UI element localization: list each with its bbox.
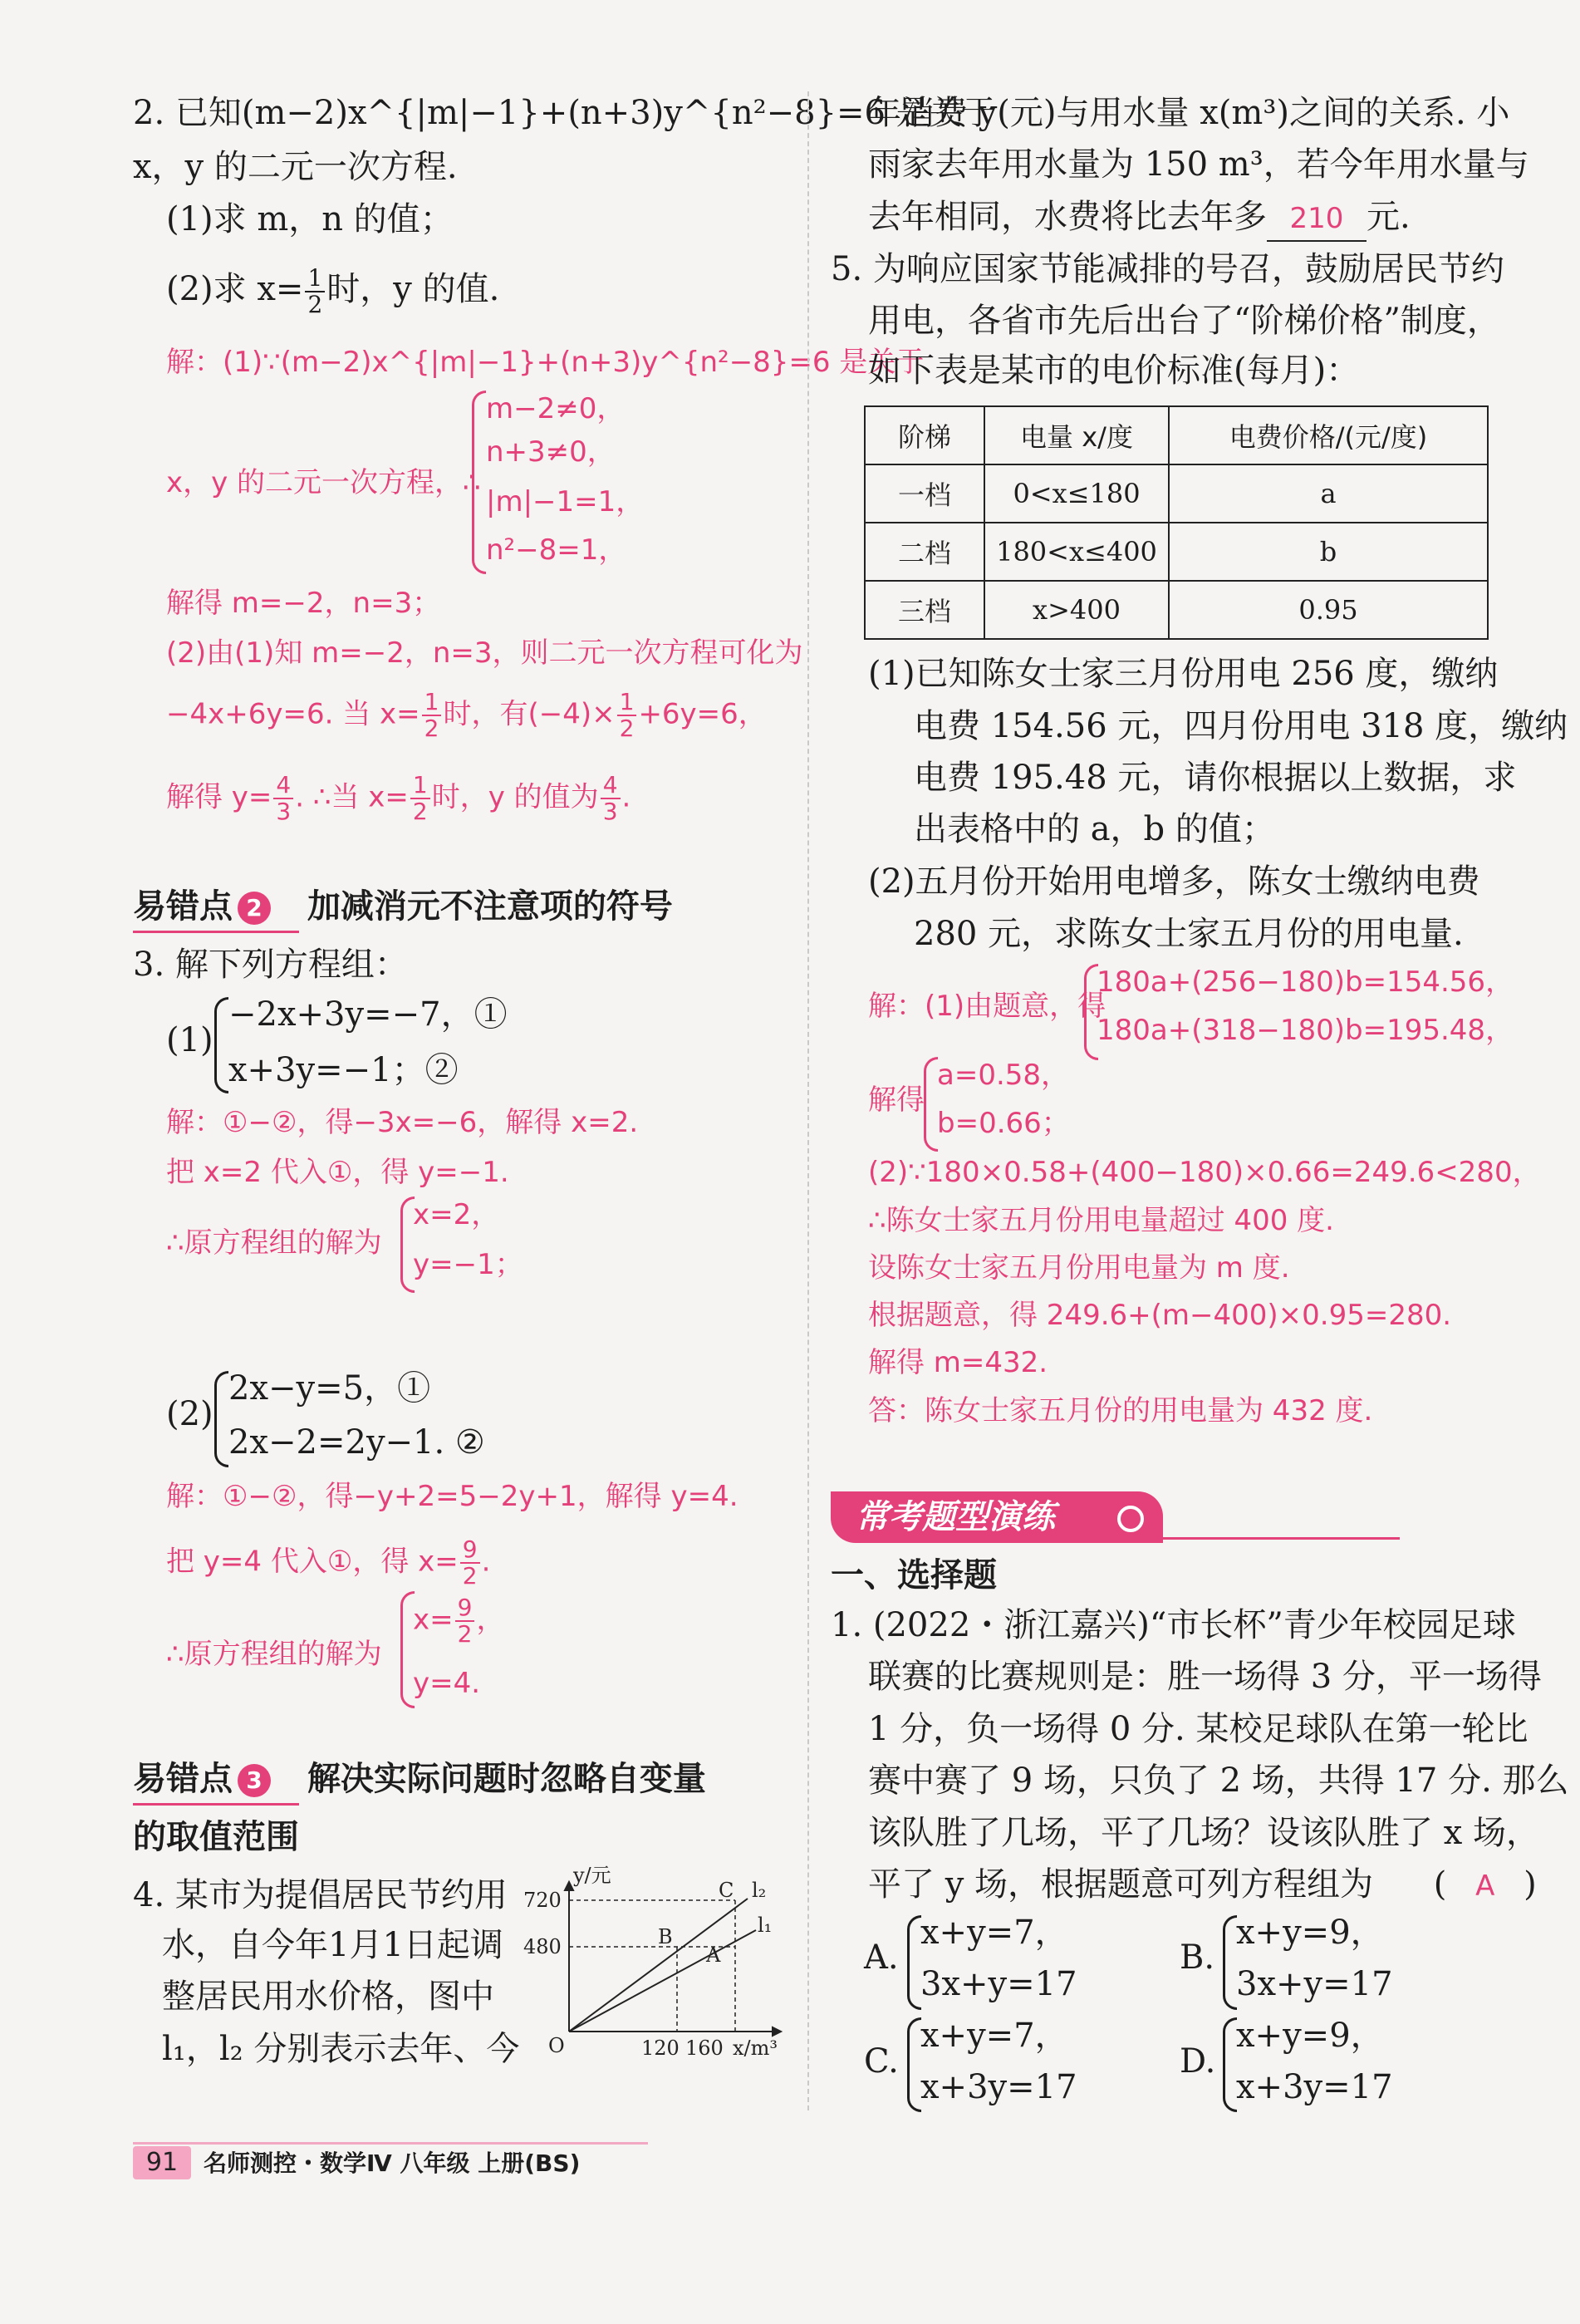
option-c-label: C. xyxy=(864,2042,899,2081)
q3b-ans1: x= $\frac{9}{2}$ ， xyxy=(413,1594,505,1648)
q4-cont-line1: 年消费 y(元)与用水量 x(m³)之间的关系. 小 xyxy=(868,94,1510,132)
section-banner-rule xyxy=(1159,1537,1400,1540)
q2-sys-4: n²−8=1， xyxy=(486,533,627,567)
q5-ans-b: b=0.66； xyxy=(937,1107,1070,1140)
q2-stem-line1: 2. 已知(m−2)x^{|m|−1}+(n+3)y^{n²−8}=6 是关于 xyxy=(133,94,996,132)
section-subtitle: 一、选择题 xyxy=(831,1556,997,1594)
q3b-brace xyxy=(214,1371,228,1467)
q5-line2: 用电，各省市先后出台了“阶梯价格”制度， xyxy=(868,302,1500,340)
q5-sol-line: 答：陈女士家五月份的用电量为 432 度. xyxy=(868,1394,1373,1427)
error-point-2-underline xyxy=(133,931,299,933)
error-point-2-heading: 易错点 2 加减消元不注意项的符号 xyxy=(133,887,673,926)
q5-sol-intro: 解：(1)由题意，得 xyxy=(868,990,1106,1023)
table-cell: 180<x≤400 xyxy=(984,523,1169,581)
q4-cont-line3: 去年相同，水费将比去年多 210 元. xyxy=(868,195,1411,242)
q3a-brace xyxy=(214,997,228,1093)
graph-xlabel: x/m³ xyxy=(733,2037,778,2056)
option-d-eq2: x+3y=17 xyxy=(1236,2068,1393,2106)
table-row xyxy=(865,581,1488,639)
graph-point-c: C xyxy=(719,1879,734,1902)
q5-line3: 如下表是某市的电价标准(每月)： xyxy=(868,351,1360,390)
q5-p1-line3: 电费 195.48 元，请你根据以上数据，求 xyxy=(914,759,1517,797)
mc1-line: 1. (2022・浙江嘉兴)“市长杯”青少年校园足球 xyxy=(831,1606,1516,1644)
footer-book-title: 名师测控・数学Ⅳ 八年级 上册(BS) xyxy=(204,2150,581,2177)
table-cell: 三档 xyxy=(865,581,984,639)
q5-line1: 5. 为响应国家节能减排的号召，鼓励居民节约 xyxy=(831,250,1504,288)
option-c-eq2: x+3y=17 xyxy=(920,2068,1077,2106)
q3a-eq2: x+3y=−1；② xyxy=(228,1051,459,1089)
q5-ans-brace xyxy=(924,1057,938,1152)
graph-line-label-l2: l₂ xyxy=(752,1879,767,1902)
q3a-sol3: ∴原方程组的解为 xyxy=(166,1226,382,1260)
water-price-graph xyxy=(515,1865,797,2056)
q2-part2-pre: (2)求 x= xyxy=(166,270,304,308)
line-l2 xyxy=(569,1899,748,2032)
q5-sol-eq1: 180a+(256−180)b=154.56， xyxy=(1097,965,1514,999)
mc1-line: 该队胜了几场，平了几场？设该队胜了 x 场， xyxy=(868,1814,1539,1852)
q5-sol-line: 解得 m=432. xyxy=(868,1346,1048,1379)
option-c-eq1: x+y=7， xyxy=(920,2017,1068,2055)
fraction-half: $\frac{1}{2}$ xyxy=(305,266,325,317)
q2-solution-line2: x，y 的二元一次方程，∴ xyxy=(166,466,481,499)
q2-solution-line1: 解：(1)∵(m−2)x^{|m|−1}+(n+3)y^{n²−8}=6 是关于 xyxy=(166,346,925,379)
q3-stem: 3. 解下列方程组： xyxy=(133,946,408,984)
q2-part2-post: 时，y 的值. xyxy=(326,270,500,308)
error-point-2-badge: 2 xyxy=(238,892,271,925)
table-cell: b xyxy=(1169,523,1488,581)
option-d-eq1: x+y=9， xyxy=(1236,2017,1384,2055)
q3b-eq2: 2x−2=2y−1. ② xyxy=(228,1423,485,1462)
table-header-row xyxy=(865,406,1488,464)
table-cell: 0<x≤180 xyxy=(984,464,1169,523)
table-cell: 一档 xyxy=(865,464,984,523)
q2-sys-1: m−2≠0， xyxy=(486,392,626,425)
section-banner-title: 常考题型演练 xyxy=(856,1498,1055,1536)
graph-xtick-120: 120 xyxy=(641,2037,680,2056)
magnifier-icon xyxy=(1117,1506,1144,1532)
q4-line1: 4. 某市为提倡居民节约用 xyxy=(133,1876,508,1914)
column-divider xyxy=(807,91,809,2110)
q2-sys-2: n+3≠0， xyxy=(486,435,616,469)
mc1-answer: A xyxy=(1475,1870,1495,1903)
option-d-label: D. xyxy=(1180,2042,1216,2081)
error-point-3-badge: 3 xyxy=(238,1764,271,1797)
q5-p1-line2: 电费 154.56 元，四月份用电 318 度，缴纳 xyxy=(914,707,1568,745)
q5-sol-line: (2)∵180×0.58+(400−180)×0.66=249.6<280， xyxy=(868,1156,1541,1189)
q2-stem-line2: x，y 的二元一次方程. xyxy=(133,148,458,186)
q2-sys-3: |m|−1=1， xyxy=(486,485,645,518)
q5-p2-line1: (2)五月份开始用电增多，陈女士缴纳电费 xyxy=(868,862,1480,901)
table-header: 阶梯 xyxy=(865,406,984,464)
electricity-price-table xyxy=(864,405,1489,640)
graph-point-b: B xyxy=(658,1925,673,1948)
q2-solution-line6: 解得 y= $\frac{4}{3}$ . ∴当 x= $\frac{1}{2}$ 时，y 的值为 $\frac{4}{3}$ . xyxy=(166,771,631,825)
option-b-brace xyxy=(1223,1915,1237,2010)
section-banner xyxy=(831,1491,1163,1543)
q3a-sol2: 把 x=2 代入①，得 y=−1. xyxy=(166,1156,509,1189)
option-b-eq1: x+y=9， xyxy=(1236,1914,1384,1952)
graph-xtick-160: 160 xyxy=(685,2037,724,2056)
option-c-brace xyxy=(907,2017,921,2112)
q5-sol-line: ∴陈女士家五月份用电量超过 400 度. xyxy=(868,1204,1334,1237)
mc1-line: 赛中赛了 9 场，只负了 2 场，共得 17 分. 那么 xyxy=(868,1761,1569,1800)
q3b-sol3: ∴原方程组的解为 xyxy=(166,1638,382,1671)
q5-sol-solve: 解得 xyxy=(868,1083,925,1117)
q5-sol-line: 根据题意，得 249.6+(m−400)×0.95=280. xyxy=(868,1299,1452,1332)
option-d-brace xyxy=(1223,2017,1237,2112)
option-a-eq1: x+y=7， xyxy=(920,1914,1068,1952)
graph-ylabel: y/元 xyxy=(573,1865,611,1887)
q2-solution-line3: 解得 m=−2，n=3； xyxy=(166,587,441,620)
graph-line-label-l1: l₁ xyxy=(758,1914,773,1937)
q2-solution-line5: −4x+6y=6. 当 x= $\frac{1}{2}$ 时，有(−4)× $\frac{1}{2}$ +6y=6， xyxy=(166,688,767,742)
graph-point-a: A xyxy=(706,1943,721,1967)
q5-p1-line4: 出表格中的 a，b 的值； xyxy=(914,810,1275,848)
q2-solution-line4: (2)由(1)知 m=−2，n=3，则二元一次方程可化为 xyxy=(166,636,803,670)
q4-cont-line2: 雨家去年用水量为 150 m³，若今年用水量与 xyxy=(868,145,1529,184)
page-number-badge xyxy=(133,2146,191,2179)
q2-system-brace xyxy=(472,391,486,574)
x-axis-arrow xyxy=(773,2027,781,2036)
q3b-sol1: 解：①−②，得−y+2=5−2y+1，解得 y=4. xyxy=(166,1480,738,1513)
graph-origin: O xyxy=(548,2034,565,2056)
q2-part2 xyxy=(166,266,499,317)
q5-sol-eq2: 180a+(318−180)b=195.48， xyxy=(1097,1014,1514,1047)
option-b-label: B. xyxy=(1180,1938,1215,1977)
table-cell: x>400 xyxy=(984,581,1169,639)
q5-p1-line1: (1)已知陈女士家三月份用电 256 度，缴纳 xyxy=(868,655,1499,693)
q4-line2: 水，自今年1月1日起调 xyxy=(162,1926,503,1964)
q3a-ans1: x=2， xyxy=(413,1198,500,1231)
mc1-line: 联赛的比赛规则是：胜一场得 3 分，平一场得 xyxy=(868,1658,1542,1696)
q3b-sol2: 把 y=4 代入①，得 x= $\frac{9}{2}$ . xyxy=(166,1535,491,1589)
y-axis-arrow xyxy=(565,1882,573,1890)
page-number: 91 xyxy=(145,2148,179,2177)
q4-line4: l₁，l₂ 分别表示去年、今 xyxy=(162,2030,520,2068)
mc1-last-line: 平了 y 场，根据题意可列方程组为 ( A ) xyxy=(868,1865,1537,1904)
graph-ytick-720: 720 xyxy=(523,1889,562,1912)
table-header: 电费价格/(元/度) xyxy=(1169,406,1488,464)
q3a-ans2: y=−1； xyxy=(413,1248,523,1281)
q3b-ans2: y=4. xyxy=(413,1667,481,1700)
error-point-3-heading: 易错点 3 解决实际问题时忽略自变量 xyxy=(133,1760,706,1798)
option-a-label: A. xyxy=(864,1938,899,1977)
q5-sol-line: 设陈女士家五月份用电量为 m 度. xyxy=(868,1251,1290,1285)
q5-ans-a: a=0.58， xyxy=(937,1059,1070,1092)
table-cell: a xyxy=(1169,464,1488,523)
option-a-brace xyxy=(907,1915,921,2010)
q4-answer-blank: 210 xyxy=(1267,197,1367,242)
option-a-eq2: 3x+y=17 xyxy=(920,1965,1077,2003)
graph-ytick-480: 480 xyxy=(523,1935,562,1958)
table-row xyxy=(865,464,1488,523)
error-point-3-heading-cont: 的取值范围 xyxy=(133,1818,299,1856)
mc1-line: 1 分，负一场得 0 分. 某校足球队在第一轮比 xyxy=(868,1710,1528,1748)
q3a-label: (1) xyxy=(166,1021,213,1059)
table-cell: 二档 xyxy=(865,523,984,581)
q3b-eq1: 2x−y=5，① xyxy=(228,1369,431,1408)
table-cell: 0.95 xyxy=(1169,581,1488,639)
q4-line3: 整居民用水价格，图中 xyxy=(162,1978,494,2016)
q3a-eq1: −2x+3y=−7，① xyxy=(228,995,508,1034)
q5-p2-line2: 280 元，求陈女士家五月份的用电量. xyxy=(914,915,1464,953)
table-header: 电量 x/度 xyxy=(984,406,1169,464)
option-b-eq2: 3x+y=17 xyxy=(1236,1965,1393,2003)
table-row xyxy=(865,523,1488,581)
q3a-sol1: 解：①−②，得−3x=−6，解得 x=2. xyxy=(166,1106,639,1139)
error-point-3-underline xyxy=(133,1803,299,1806)
q2-part1: (1)求 m，n 的值； xyxy=(166,200,454,238)
q3b-label: (2) xyxy=(166,1395,213,1433)
